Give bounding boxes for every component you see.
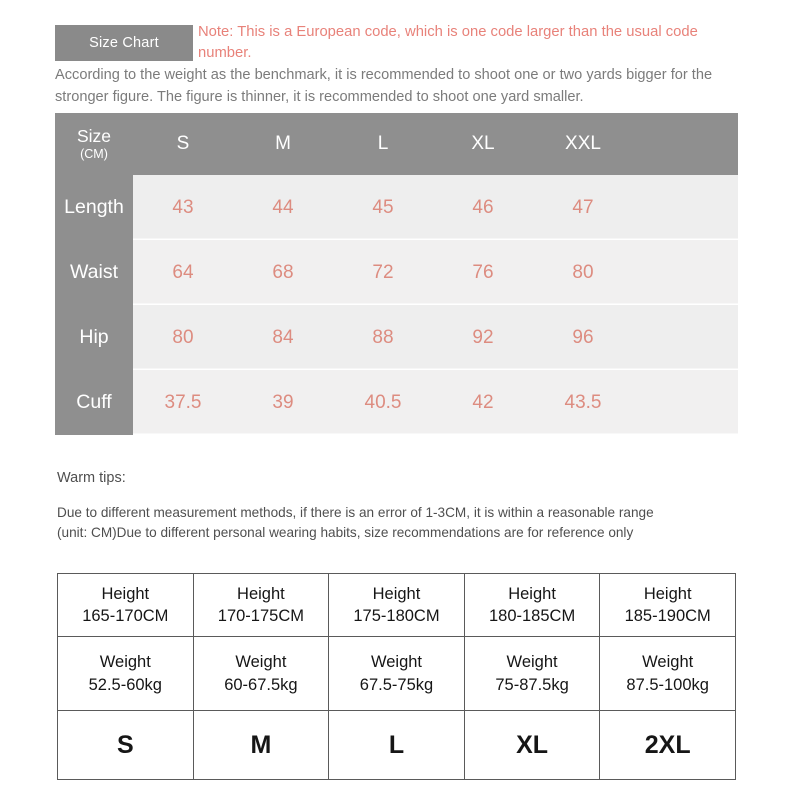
weight-cell-3 [329, 637, 465, 711]
cell-waist-l: 72 [333, 240, 433, 305]
table-header-row [55, 113, 738, 175]
cell-hip-l: 88 [333, 305, 433, 370]
sizing-intro-text: According to the weight as the benchmark, it is recommended to shoot one or two yards bigger for the stronger figure. The figure is thinner, it is recommended to shoot one yard smaller. [55, 67, 713, 105]
weight-label-3: Weight [370, 653, 423, 672]
table-row [55, 370, 738, 435]
height-row [58, 574, 736, 637]
weight-range-4: 75-87.5kg [495, 675, 569, 694]
recommended-size-4: XL [464, 711, 600, 780]
height-label-4: Height [508, 584, 556, 603]
cell-hip-spacer [633, 305, 738, 370]
size-header-xxl: XXL [533, 113, 633, 175]
cell-waist-xl: 76 [433, 240, 533, 305]
cell-cuff-l: 40.5 [333, 370, 433, 435]
row-label-hip: Hip [55, 305, 133, 370]
row-label-length: Length [55, 175, 133, 240]
weight-label-5: Weight [642, 653, 694, 672]
recommended-size-5: 2XL [600, 711, 736, 780]
cell-length-l: 45 [333, 175, 433, 240]
cell-hip-m: 84 [233, 305, 333, 370]
weight-cell-2 [193, 637, 329, 711]
recommended-size-row [58, 711, 736, 780]
height-cell-4 [464, 574, 600, 637]
height-range-1: 165-170CM [82, 607, 169, 625]
header-band [55, 22, 745, 64]
table-row [55, 240, 738, 305]
weight-label-2: Weight [235, 653, 287, 672]
size-header-xl: XL [433, 113, 533, 175]
measurements-table [55, 113, 738, 435]
warm-tips-title: Warm tips: [57, 470, 126, 486]
size-header-m: M [233, 113, 333, 175]
height-range-2: 170-175CM [217, 607, 304, 625]
height-label-2: Height [237, 584, 285, 603]
cell-length-xl: 46 [433, 175, 533, 240]
height-label-3: Height [372, 584, 421, 603]
recommended-size-1: S [58, 711, 194, 780]
size-header-s: S [133, 113, 233, 175]
weight-range-1: 52.5-60kg [88, 675, 162, 694]
row-label-waist: Waist [55, 240, 133, 305]
cell-cuff-s: 37.5 [133, 370, 233, 435]
height-cell-2 [193, 574, 329, 637]
cell-waist-spacer [633, 240, 738, 305]
height-cell-5 [600, 574, 736, 637]
size-chart-badge: Size Chart [55, 25, 193, 61]
measurements-table-body [55, 175, 738, 435]
height-label-1: Height [101, 584, 150, 603]
warm-tips-body: Due to different measurement methods, if there is an error of 1-3CM, it is within a reasonable range (unit: CM)Due to different personal wearing habits, size recommendations are for reference only [57, 505, 654, 540]
recommended-size-3: L [329, 711, 465, 780]
cell-cuff-m: 39 [233, 370, 333, 435]
cell-cuff-spacer [633, 370, 738, 435]
cell-cuff-xxl: 43.5 [533, 370, 633, 435]
weight-range-2: 60-67.5kg [224, 675, 298, 694]
height-label-5: Height [643, 584, 692, 603]
cell-hip-s: 80 [133, 305, 233, 370]
weight-range-3: 67.5-75kg [359, 675, 434, 694]
weight-label-4: Weight [506, 653, 558, 672]
cell-waist-xxl: 80 [533, 240, 633, 305]
cell-hip-xxl: 96 [533, 305, 633, 370]
weight-cell-4 [464, 637, 600, 711]
european-code-note: Note: This is a European code, which is one code larger than the usual code number. [198, 24, 698, 61]
weight-row [58, 637, 736, 711]
measurements-table-head [55, 113, 738, 175]
table-row [55, 305, 738, 370]
cell-length-s: 43 [133, 175, 233, 240]
cell-length-spacer [633, 175, 738, 240]
cell-waist-s: 64 [133, 240, 233, 305]
table-row [55, 175, 738, 240]
height-cell-1 [58, 574, 194, 637]
size-unit-corner-cell [55, 113, 133, 175]
row-label-cuff: Cuff [55, 370, 133, 435]
cell-length-xxl: 47 [533, 175, 633, 240]
cell-cuff-xl: 42 [433, 370, 533, 435]
cell-length-m: 44 [233, 175, 333, 240]
height-range-3: 175-180CM [353, 607, 440, 625]
weight-cell-1 [58, 637, 194, 711]
height-range-4: 180-185CM [488, 607, 576, 625]
height-cell-3 [329, 574, 465, 637]
height-weight-table [57, 573, 736, 780]
cell-waist-m: 68 [233, 240, 333, 305]
height-range-5: 185-190CM [624, 607, 711, 625]
weight-label-1: Weight [99, 653, 151, 672]
recommended-size-2: M [193, 711, 329, 780]
size-header-spacer [633, 113, 738, 175]
weight-range-5: 87.5-100kg [626, 675, 709, 694]
cell-hip-xl: 92 [433, 305, 533, 370]
size-corner-unit: (CM) [80, 146, 108, 161]
weight-cell-5 [600, 637, 736, 711]
size-corner-label: Size [76, 126, 112, 147]
size-header-l: L [333, 113, 433, 175]
